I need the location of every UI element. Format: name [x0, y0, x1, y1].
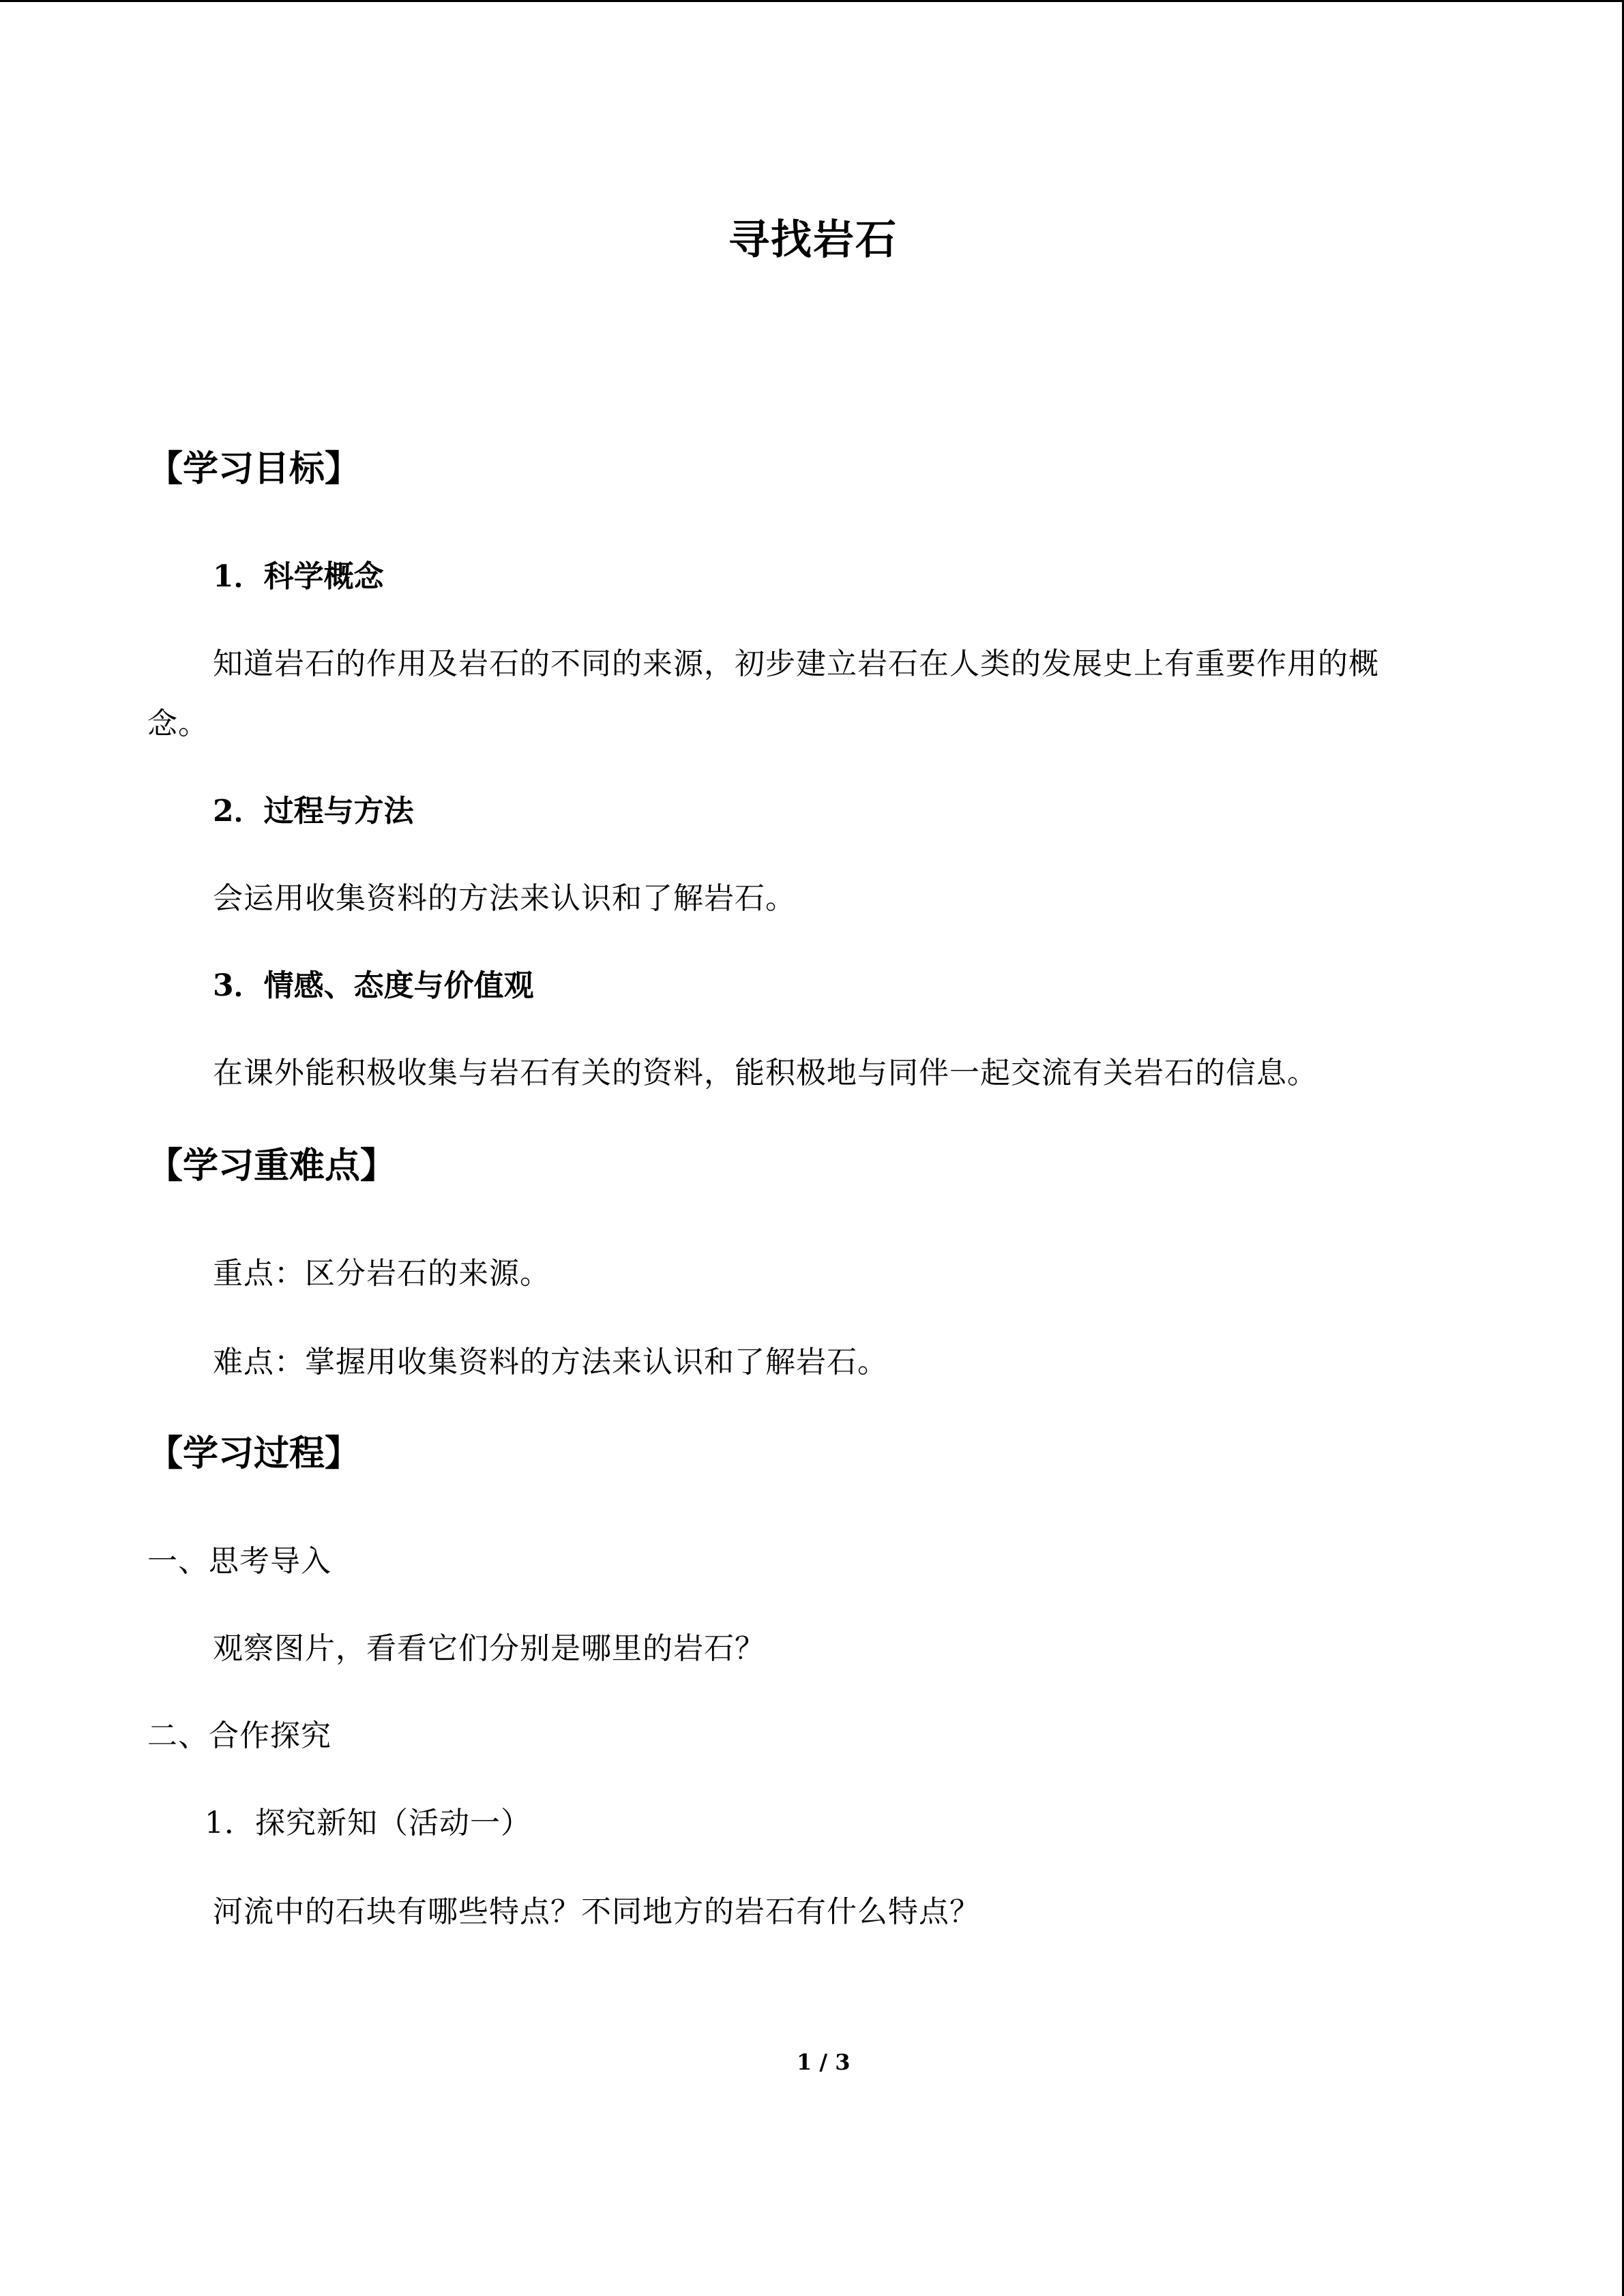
objective-1-text-line-2: 念。 [147, 706, 209, 741]
objective-2-title: 2．过程与方法 [213, 794, 414, 829]
objective-3-title: 3．情感、态度与价值观 [213, 968, 534, 1003]
key-points-heading: 【学习重难点】 [147, 1145, 396, 1187]
objectives-heading: 【学习目标】 [147, 448, 361, 490]
process-part-2-text: 河流中的石块有哪些特点？不同地方的岩石有什么特点？ [213, 1894, 980, 1929]
page-number: 1 / 3 [797, 2049, 851, 2075]
objective-3-text: 在课外能积极收集与岩石有关的资料，能积极地与同伴一起交流有关岩石的信息。 [213, 1056, 1318, 1090]
objective-1-text-line-1: 知道岩石的作用及岩石的不同的来源，初步建立岩石在人类的发展史上有重要作用的概 [213, 646, 1379, 681]
process-part-1-text: 观察图片，看看它们分别是哪里的岩石？ [213, 1631, 765, 1666]
process-part-1-title: 一、思考导入 [147, 1544, 331, 1579]
process-part-2-subtitle: 1．探究新知（活动一） [205, 1806, 531, 1840]
key-point-focus: 重点：区分岩石的来源。 [213, 1256, 550, 1291]
objective-2-text: 会运用收集资料的方法来认识和了解岩石。 [213, 881, 796, 916]
document-title: 寻找岩石 [728, 216, 898, 264]
process-heading: 【学习过程】 [147, 1433, 361, 1474]
objective-1-title: 1．科学概念 [213, 559, 384, 594]
process-part-2-title: 二、合作探究 [147, 1718, 331, 1753]
page-border-top [0, 0, 1624, 2]
key-point-difficulty: 难点：掌握用收集资料的方法来认识和了解岩石。 [213, 1345, 888, 1380]
